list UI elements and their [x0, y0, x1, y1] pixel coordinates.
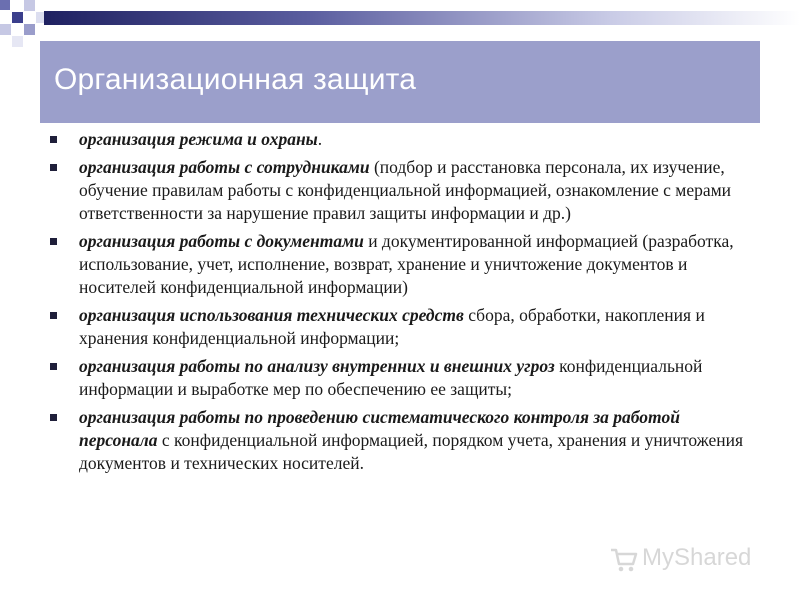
- decor-square: [24, 0, 35, 11]
- decor-square: [12, 36, 23, 47]
- bullet-text: конфиденциальной информации и выработке мер по обеспечению ее защиты;: [79, 356, 703, 399]
- bullet-square-icon: [50, 238, 57, 245]
- bullet-text: (подбор и расстановка персонала, их изучение, обучение правилам работы с конфиденциальной информацией, ознакомление с мерами ответственности за нарушение правил защиты информации и др.): [79, 157, 732, 223]
- bullet-item: [46, 230, 752, 299]
- bullet-item: [46, 128, 752, 151]
- decor-square: [0, 0, 10, 10]
- bullet-text: и документированной информацией (разработка, использование, учет, исполнение, возврат, хранение и уничтожение документов и носителей конфиденциальной информации): [79, 231, 734, 297]
- bullet-emphasis: организация режима и охраны: [79, 129, 318, 149]
- title-banner: [40, 41, 760, 123]
- bullet-square-icon: [50, 312, 57, 319]
- bullet-item: [46, 406, 752, 475]
- bullet-emphasis: организация работы по анализу внутренних и внешних угроз: [79, 356, 555, 376]
- watermark-text: MyShared: [642, 544, 752, 571]
- bullet-item: [46, 355, 752, 401]
- watermark: [610, 543, 770, 577]
- bullet-text: .: [317, 129, 323, 149]
- bullet-square-icon: [50, 136, 57, 143]
- bullet-emphasis: организация работы с документами: [79, 231, 364, 251]
- bullet-text: сбора, обработки, накопления и хранения конфиденциальной информации;: [79, 305, 705, 348]
- bullet-item: [46, 304, 752, 350]
- bullet-square-icon: [50, 414, 57, 421]
- slide-title: Организационная защита: [54, 63, 417, 96]
- bullet-item: [46, 156, 752, 225]
- bullet-emphasis: организация использования технических средств: [79, 305, 464, 325]
- decor-square: [12, 12, 23, 23]
- decor-square: [0, 24, 11, 35]
- bullet-list: [46, 128, 752, 475]
- top-gradient-bar: [44, 11, 800, 25]
- bullet-emphasis: организация работы по проведению систематического контроля за работой персонала: [79, 407, 680, 450]
- cart-icon: [610, 547, 638, 573]
- bullet-emphasis: организация работы с сотрудниками: [79, 157, 370, 177]
- bullet-text: с конфиденциальной информацией, порядком учета, хранения и уничтожения документов и технических носителей.: [79, 430, 744, 473]
- bullet-square-icon: [50, 363, 57, 370]
- slide-content: [46, 128, 752, 480]
- decor-square: [24, 24, 35, 35]
- bullet-square-icon: [50, 164, 57, 171]
